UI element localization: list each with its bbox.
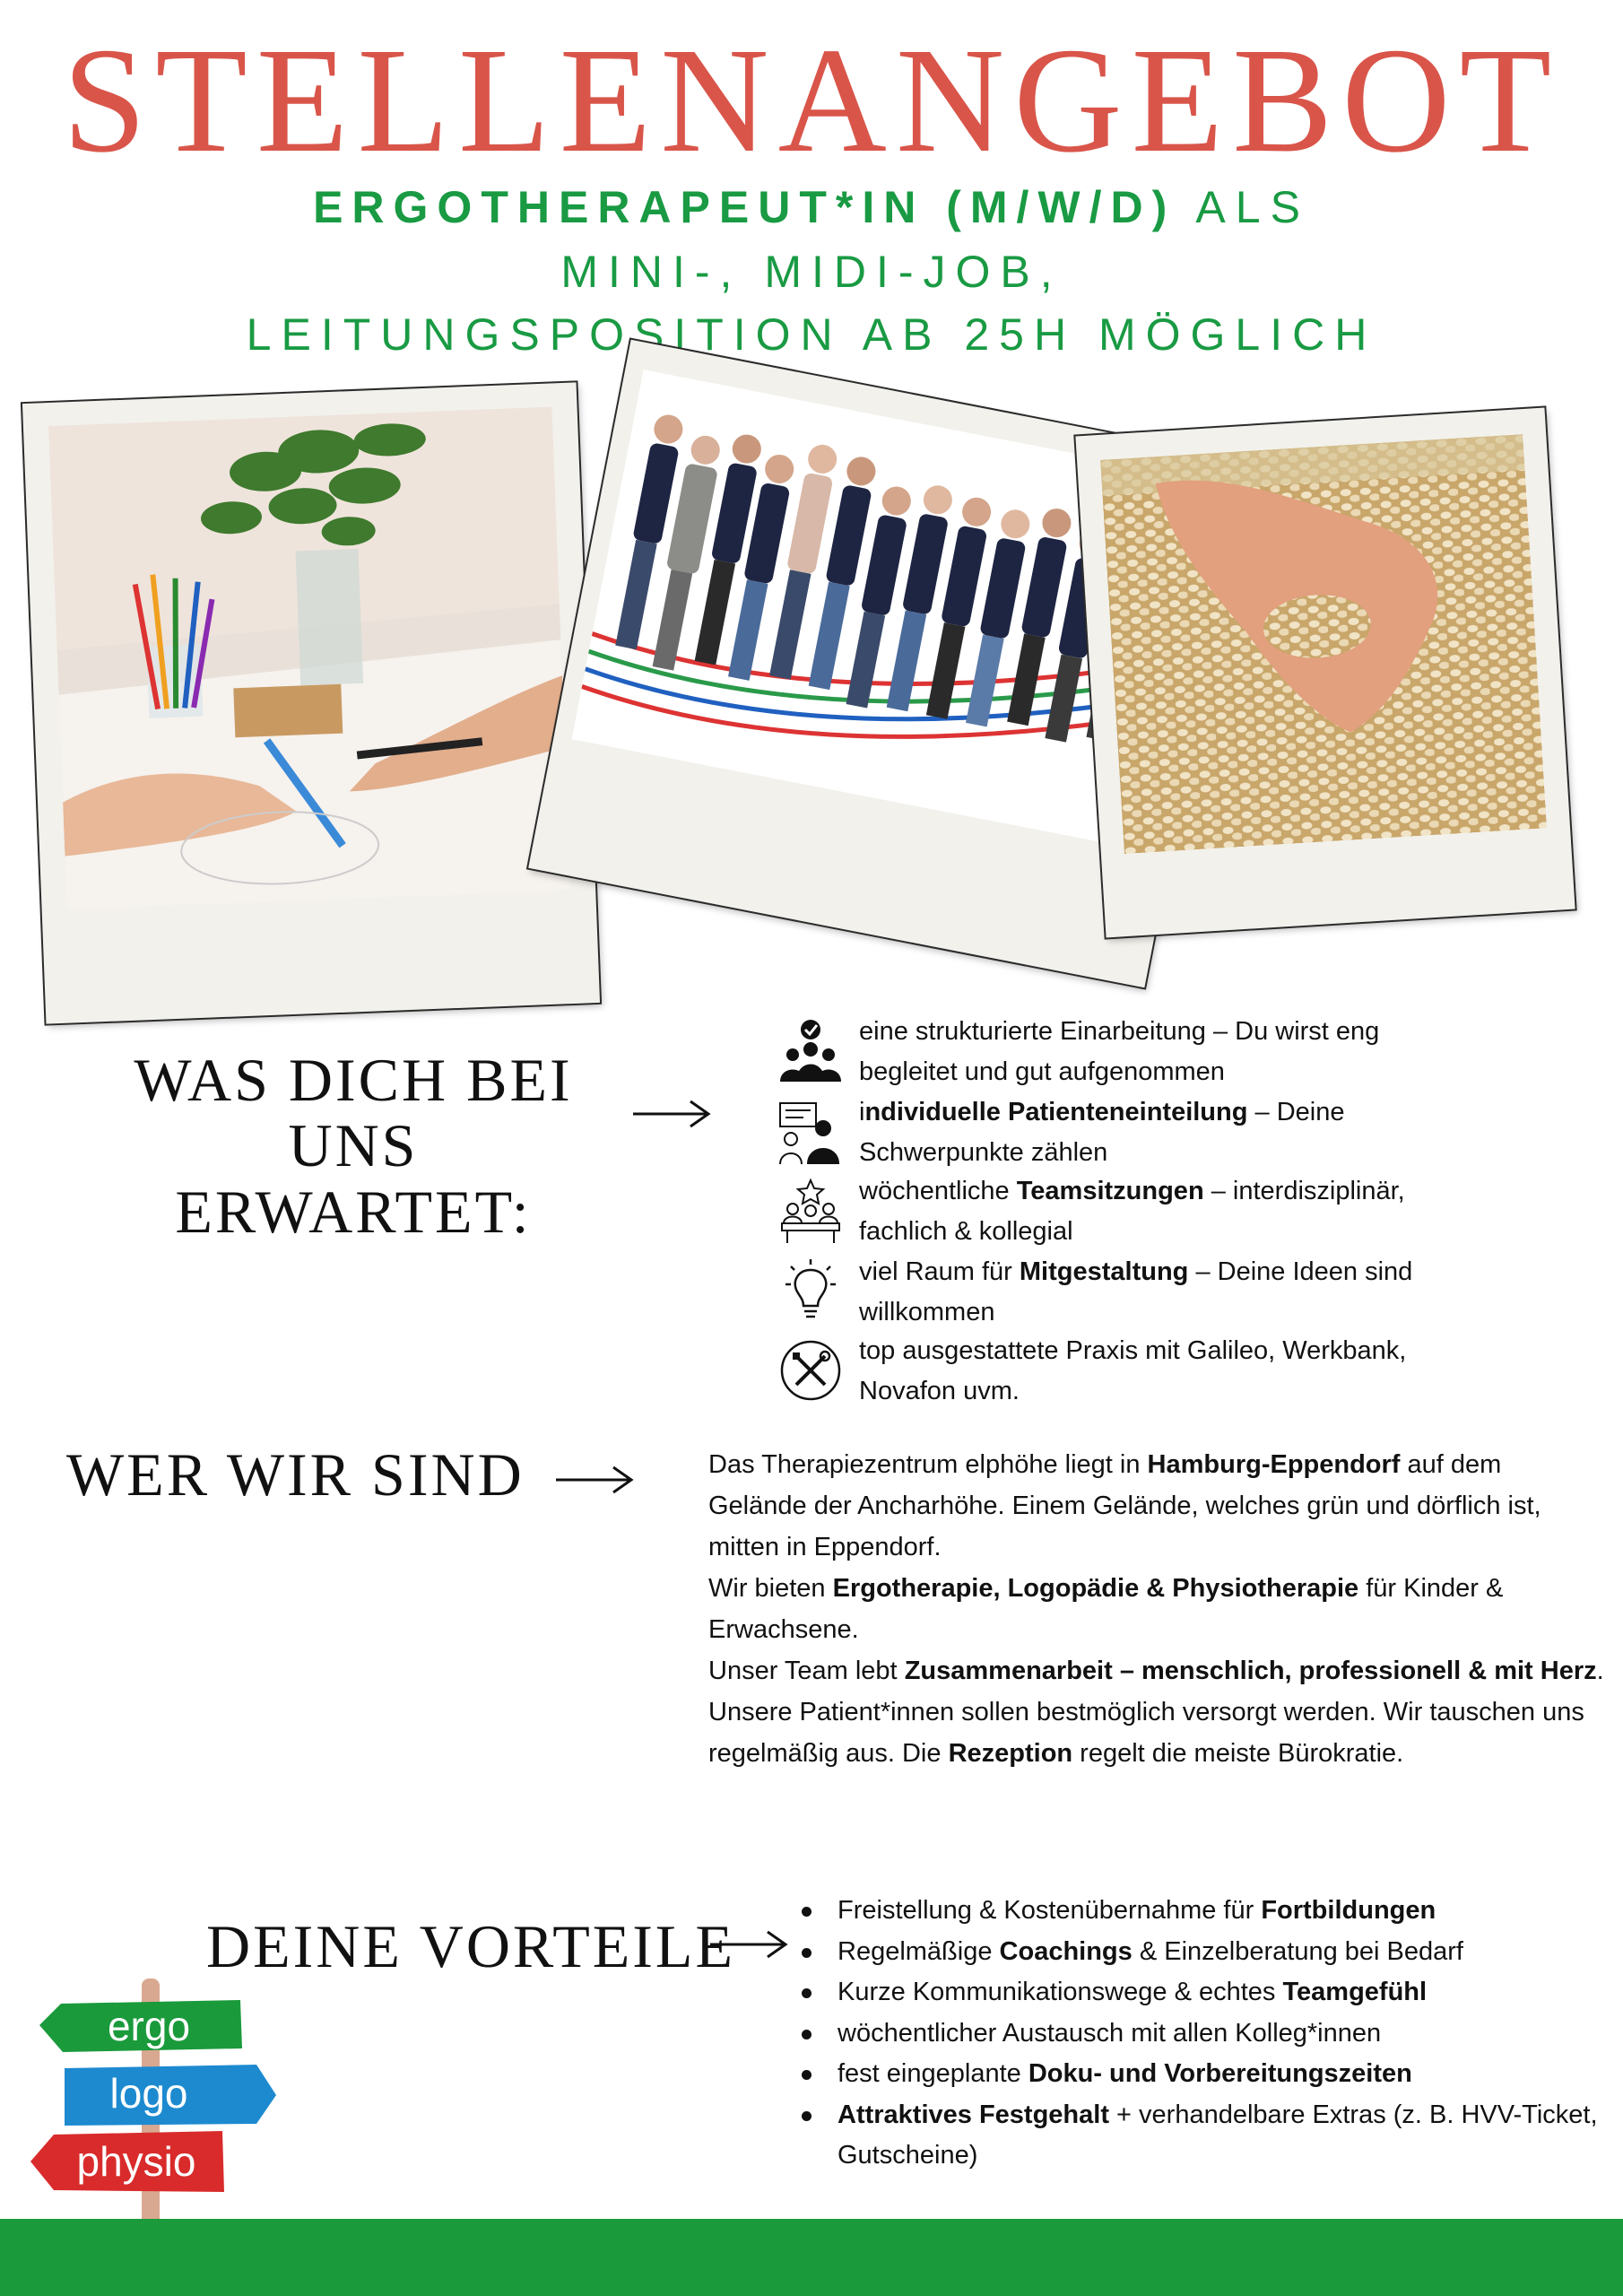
sign-ergo: ergo bbox=[107, 2003, 191, 2049]
who-paragraph: Wir bieten Ergotherapie, Logopädie & Physiotherapie für Kinder & Erwachsene. bbox=[708, 1574, 1504, 1644]
team-check-icon bbox=[777, 1017, 845, 1085]
list-item: fest eingeplante Doku- und Vorbereitungszeiten bbox=[798, 2054, 1605, 2095]
team-star-icon bbox=[777, 1177, 845, 1245]
list-item: wöchentlicher Austausch mit allen Kolleg*innen bbox=[798, 2013, 1605, 2055]
sign-logo: logo bbox=[109, 2070, 188, 2117]
expect-heading-line1: WAS DICH BEI bbox=[134, 1046, 573, 1114]
arrow-benefits bbox=[708, 1928, 789, 1961]
expect-heading bbox=[111, 1048, 595, 1245]
list-item: Attraktives Festgehalt + verhandelbare Extras (z. B. HVV-Ticket, Gutscheine) bbox=[798, 2095, 1605, 2177]
photo-beans bbox=[1100, 434, 1547, 854]
list-item: Regelmäßige Coachings & Einzelberatung bei Bedarf bbox=[798, 1932, 1605, 1973]
expect-heading-line2: UNS ERWARTET: bbox=[175, 1111, 532, 1246]
who-paragraph: Unser Team lebt Zusammenarbeit – menschlich, professionell & mit Herz. Unsere Patient*innen sollen bestmöglich versorgt werden. Wir tauschen uns regelmäßig aus. Die Rezeption regelt die meiste Bürokratie. bbox=[708, 1657, 1604, 1768]
benefits-list bbox=[798, 1891, 1605, 2177]
patient-meeting-icon bbox=[777, 1098, 845, 1166]
expect-item-text: top ausgestattete Praxis mit Galileo, Werkbank, Novafon uvm. bbox=[859, 1336, 1407, 1405]
expect-item-text: wöchentliche Teamsitzungen – interdisziplinär, fachlich & kollegial bbox=[859, 1177, 1405, 1246]
photo-drawing-hands bbox=[48, 406, 570, 909]
polaroid-beans bbox=[1075, 408, 1575, 938]
who-heading: WER WIR SIND bbox=[66, 1440, 525, 1509]
list-item: Freistellung & Kostenübernahme für Fortbildungen bbox=[798, 1891, 1605, 1932]
who-text bbox=[708, 1444, 1605, 1774]
job-type-line: MINI-, MIDI-JOB, bbox=[560, 247, 1063, 297]
job-leadership-line: LEITUNGSPOSITION AB 25H MÖGLICH bbox=[246, 309, 1377, 360]
expect-item-text: individuelle Patienteneinteilung – Deine Schwerpunkte zählen bbox=[859, 1098, 1345, 1167]
expect-item-text: viel Raum für Mitgestaltung – Deine Ideen sind willkommen bbox=[859, 1257, 1413, 1326]
footer-bar bbox=[0, 2219, 1623, 2296]
arrow-expect bbox=[631, 1098, 712, 1130]
job-title-bold: ERGOTHERAPEUT*IN (M/W/D) bbox=[313, 182, 1176, 232]
tools-icon bbox=[777, 1336, 845, 1405]
polaroid-drawing-hands bbox=[22, 382, 600, 1023]
job-title bbox=[0, 182, 1623, 232]
benefits-heading: DEINE VORTEILE bbox=[206, 1912, 735, 1980]
page-title: STELLENANGEBOT bbox=[62, 17, 1561, 184]
sign-physio: physio bbox=[76, 2138, 196, 2185]
who-paragraph: Das Therapiezentrum elphöhe liegt in Hamburg-Eppendorf auf dem Gelände der Ancharhöhe. Einem Gelände, welches grün und dörflich ist, mitten in Eppendorf. bbox=[708, 1450, 1541, 1561]
expect-item-text: eine strukturierte Einarbeitung – Du wirst eng begleitet und gut aufgenommen bbox=[859, 1017, 1380, 1086]
job-title-rest: ALS bbox=[1176, 182, 1310, 232]
arrow-who bbox=[554, 1464, 635, 1496]
list-item: Kurze Kommunikationswege & echtes Teamgefühl bbox=[798, 1972, 1605, 2013]
lightbulb-icon bbox=[777, 1257, 845, 1326]
